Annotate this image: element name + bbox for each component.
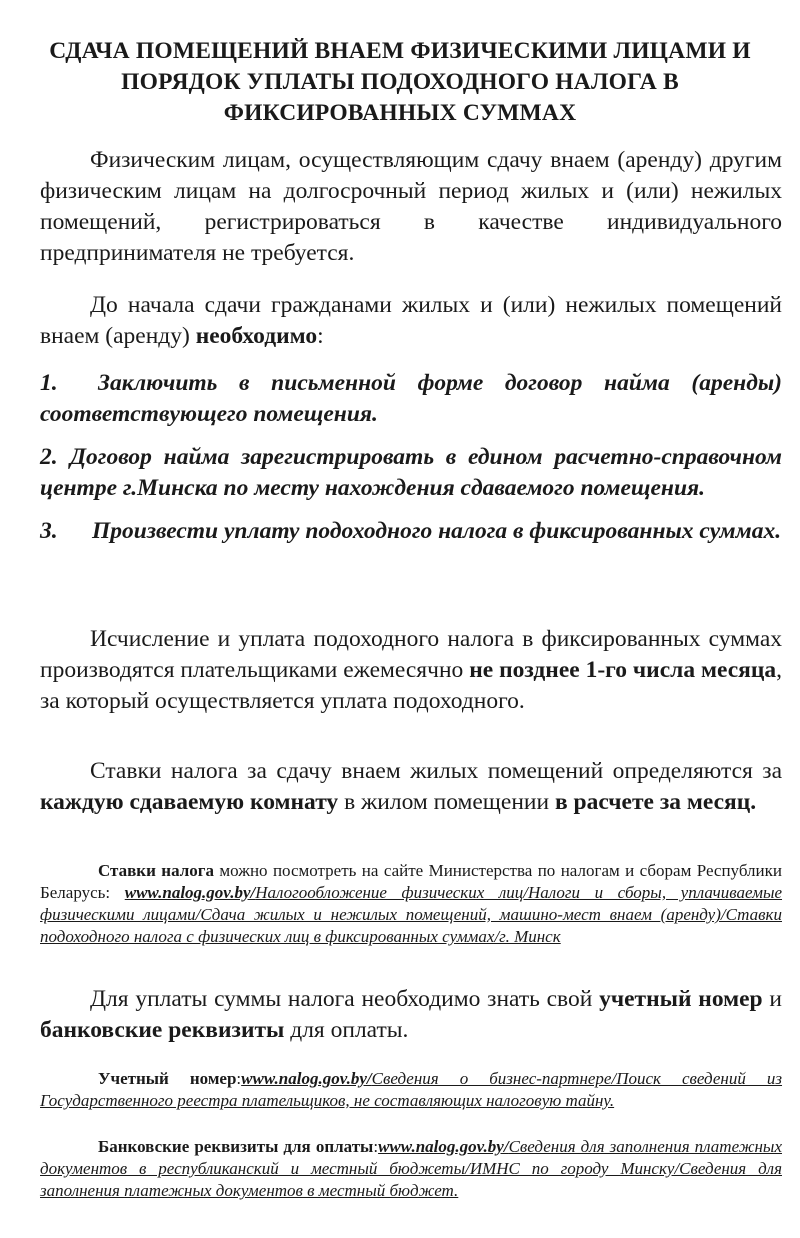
note-rates-bold: Ставки налога: [98, 861, 214, 880]
link-path[interactable]: Налогообложение физических лиц/Налоги и сборы, уплачиваемые физическими лицами/Сдача жилых и нежилых помещений, машино-мест внаем (аренду)/Ставки подоходного налога с физических лиц в фиксированных суммах/г. Минск: [40, 883, 783, 946]
deadline-text: Исчисление и уплата подоходного налога в фиксированных суммах производятся плательщиками ежемесячно: [40, 626, 782, 683]
list-item: [40, 516, 782, 547]
list-item: [40, 442, 782, 504]
account-bold-a: учетный номер: [599, 986, 763, 1012]
list-item-number: 3.: [40, 518, 58, 544]
nalog-rates-link[interactable]: [40, 883, 782, 946]
rates-text-a: Ставки налога за сдачу внаем жилых помещений определяются за: [90, 758, 782, 784]
link-site[interactable]: www.nalog.gov.by/: [124, 883, 256, 902]
note-bank-sep: :: [373, 1137, 379, 1156]
title-line-1: СДАЧА ПОМЕЩЕНИЙ ВНАЕМ ФИЗИЧЕСКИМИ ЛИЦАМИ И: [49, 38, 751, 64]
rates-text-b: в жилом помещении: [344, 789, 550, 815]
list-item: [40, 368, 782, 430]
account-text-c: для оплаты.: [290, 1017, 409, 1043]
rates-bold-b: в расчете за месяц.: [554, 789, 757, 815]
list-item-number: 1.: [40, 370, 58, 396]
paragraph-payment-deadline: [40, 624, 782, 717]
note-bank-details: [40, 1136, 782, 1202]
account-text-a: Для уплаты суммы налога необходимо знать свой: [90, 986, 593, 1012]
title-line-2: ПОРЯДОК УПЛАТЫ ПОДОХОДНОГО НАЛОГА В: [121, 69, 679, 95]
list-item-text: Договор найма зарегистрировать в едином расчетно-справочном центре г.Минска по месту нахождения сдаваемого помещения.: [40, 444, 782, 501]
requirements-bold: необходимо: [195, 323, 318, 349]
document-title: [20, 36, 780, 129]
paragraph-account-info: [40, 984, 782, 1046]
link-path[interactable]: Сведения о бизнес-партнере/Поиск сведений из Государственного реестра плательщиков, не составляющих налоговую тайну.: [40, 1069, 783, 1110]
list-item-number: 2.: [40, 444, 58, 470]
deadline-bold: не позднее 1-го числа месяца: [469, 657, 777, 683]
paragraph-requirements: [40, 290, 782, 352]
account-bold-b: банковские реквизиты: [40, 1017, 285, 1043]
note-account-number: [40, 1068, 782, 1112]
requirements-text: До начала сдачи гражданами жилых и (или) нежилых помещений внаем (аренду): [40, 292, 782, 349]
list-item-text: Заключить в письменной форме договор найма (аренды) соответствующего помещения.: [40, 370, 782, 427]
paragraph-intro: Физическим лицам, осуществляющим сдачу внаем (аренду) другим физическим лицам на долгосрочный период жилых и (или) нежилых помещений, регистрироваться в качестве индивидуального предпринимателя не требуется.: [40, 147, 782, 266]
link-path[interactable]: Сведения для заполнения платежных документов в республиканский и местный бюджеты/ИМНС по городу Минску/Сведения для заполнения платежных документов в местный бюджет.: [40, 1137, 782, 1200]
rates-bold-a: каждую сдаваемую комнату: [40, 789, 339, 815]
link-site[interactable]: www.nalog.gov.by/: [378, 1137, 509, 1156]
note-account-bold: Учетный номер: [98, 1069, 237, 1088]
link-site[interactable]: www.nalog.gov.by/: [241, 1069, 372, 1088]
requirements-colon: :: [317, 323, 324, 349]
steps-list: [40, 368, 782, 547]
note-rates-link: [40, 860, 782, 948]
note-bank-bold: Банковские реквизиты для оплаты: [98, 1137, 374, 1156]
note-rates-text: можно посмотреть на сайте Министерства по налогам и сборам Республики Беларусь:: [40, 861, 782, 902]
title-line-3: ФИКСИРОВАННЫХ СУММАХ: [223, 100, 577, 126]
note-account-sep: :: [236, 1069, 242, 1088]
account-text-b: и: [769, 986, 782, 1012]
paragraph-rates: [40, 756, 782, 818]
list-item-text: Произвести уплату подоходного налога в фиксированных суммах.: [92, 518, 782, 544]
deadline-tail: , за который осуществляется уплата подоходного.: [40, 657, 783, 714]
